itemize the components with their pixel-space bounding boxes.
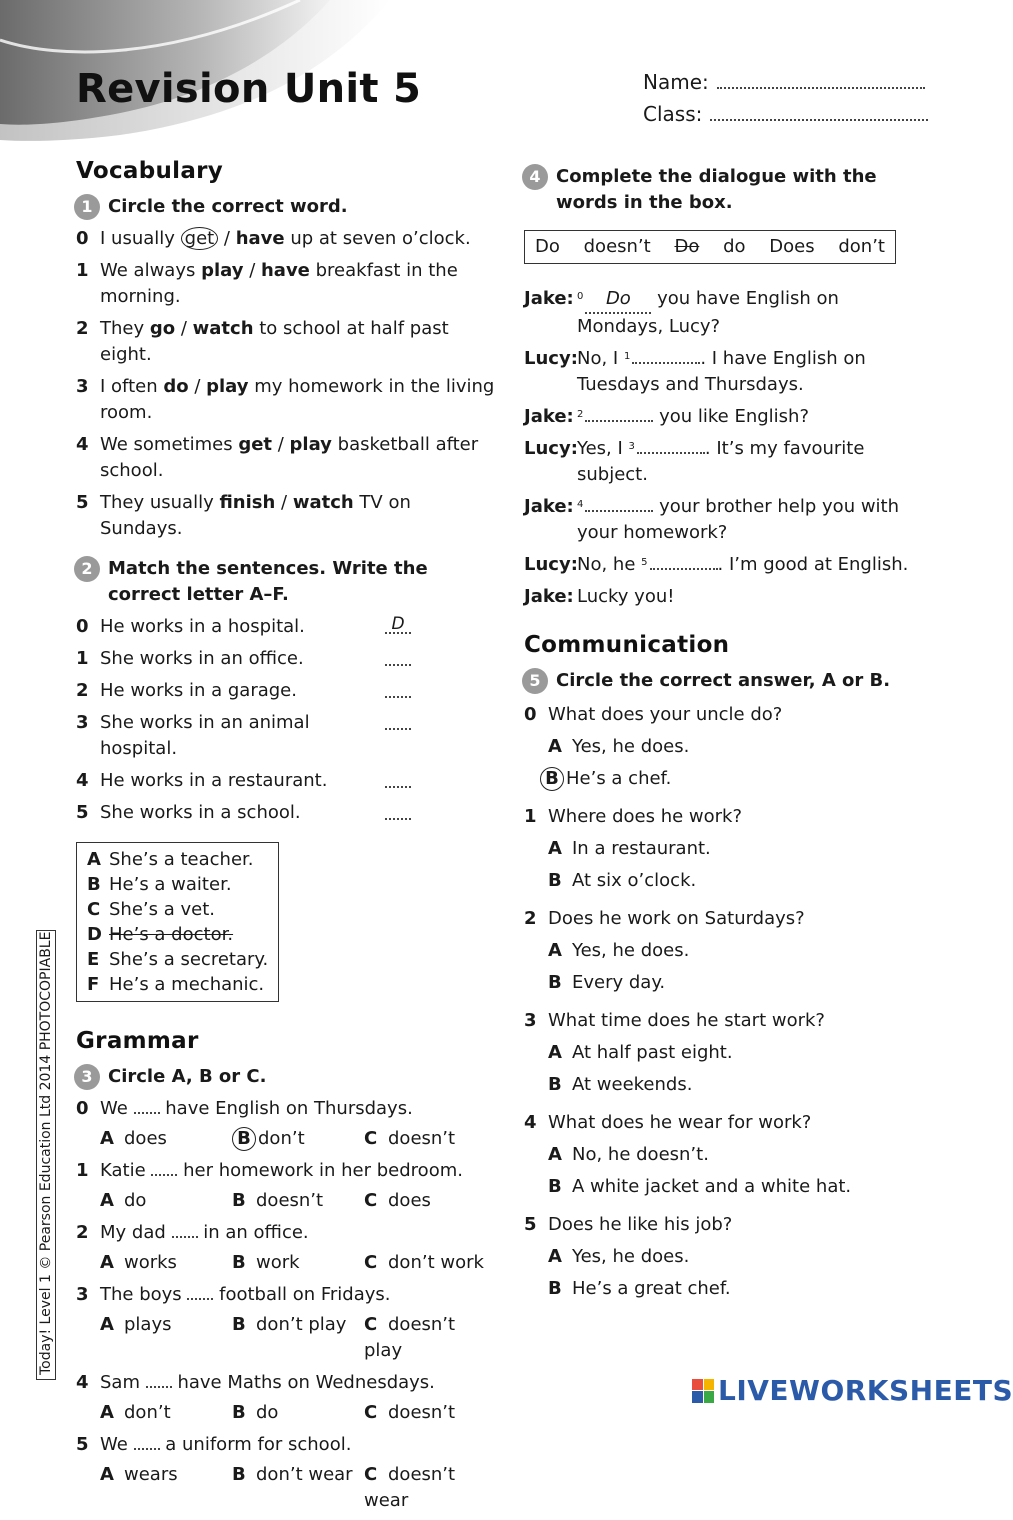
choice-text: wears	[124, 1464, 178, 1485]
answer-text: At weekends.	[572, 1074, 693, 1095]
choice-a[interactable]	[100, 1462, 232, 1514]
vocab-item	[76, 432, 496, 484]
item-number: 4	[76, 434, 89, 455]
box-word: doesn’t	[583, 236, 651, 257]
match-item	[76, 646, 496, 672]
item-number: 1	[76, 1160, 89, 1181]
grammar-item	[76, 1370, 496, 1396]
speaker-name: Jake:	[524, 496, 574, 517]
gap-number: 2	[577, 409, 584, 420]
item-number: 4	[76, 1372, 89, 1393]
speaker-name: Jake:	[524, 586, 574, 607]
answer-a[interactable]	[548, 1244, 924, 1270]
option-letter: D	[87, 924, 102, 945]
item-text: He works in a hospital.	[100, 616, 305, 637]
question	[524, 906, 924, 932]
answer-text: No, he doesn’t.	[572, 1144, 709, 1165]
answer-a[interactable]	[548, 938, 924, 964]
class-label: Class:	[643, 102, 703, 126]
question	[524, 1110, 924, 1136]
item-text: I often do / play my homework in the living room.	[100, 376, 495, 423]
exercise-3-items	[76, 1096, 496, 1514]
match-item	[76, 678, 496, 704]
communication-heading: Communication	[524, 632, 730, 658]
vocabulary-heading: Vocabulary	[76, 158, 224, 184]
choice-letter: B	[232, 1190, 246, 1211]
dialogue-line	[524, 346, 924, 398]
choice-text: do	[124, 1190, 147, 1211]
answer-letter: B	[548, 1278, 562, 1299]
choice-c[interactable]	[364, 1400, 496, 1426]
option-text: She’s a teacher.	[109, 849, 254, 870]
item-number: 3	[76, 712, 89, 733]
answer-blank[interactable]	[385, 710, 411, 730]
speaker-name: Lucy:	[524, 348, 578, 369]
copyright-side-text: Today! Level 1 © Pearson Education Ltd 2014 PHOTOCOPIABLE	[36, 930, 56, 1380]
exercise-3-title: 3 Circle A, B or C.	[76, 1064, 496, 1090]
choice-letter: A	[100, 1128, 114, 1149]
match-item	[76, 800, 496, 826]
gap-blank[interactable]	[650, 554, 718, 570]
answer-letter: A	[548, 1042, 562, 1063]
option-text: He’s a mechanic.	[109, 974, 265, 995]
class-field[interactable]	[710, 107, 928, 121]
item-text: They usually finish / watch TV on Sundays.	[100, 492, 411, 539]
exercise-5-items	[524, 702, 924, 1302]
vocab-item	[76, 258, 496, 310]
item-number: 0	[76, 1098, 89, 1119]
item-number: 2	[76, 1222, 89, 1243]
grammar-heading: Grammar	[76, 1028, 199, 1054]
option-text: She’s a secretary.	[109, 949, 269, 970]
grammar-item	[76, 1282, 496, 1308]
vocab-item	[76, 226, 496, 252]
choice-text: doesn’t	[256, 1190, 324, 1211]
answer-text: Yes, he does.	[572, 736, 690, 757]
choice-text: work	[256, 1252, 300, 1273]
question-text: What time does he start work?	[548, 1010, 825, 1031]
item-number: 5	[76, 802, 89, 823]
option-letter: E	[87, 949, 100, 970]
item-number: 1	[524, 806, 537, 827]
gap-blank	[187, 1284, 213, 1300]
choice-letter: A	[100, 1402, 114, 1423]
answer-b[interactable]	[548, 868, 924, 894]
dialogue-line	[524, 436, 924, 488]
item-number: 1	[76, 648, 89, 669]
choice-row	[100, 1400, 496, 1426]
item-text: Katie her homework in her bedroom.	[100, 1160, 463, 1181]
dialogue-lines	[524, 286, 924, 610]
choice-letter: C	[364, 1190, 378, 1211]
answer-letter: A	[548, 838, 562, 859]
question-text: Does he work on Saturdays?	[548, 908, 805, 929]
dialogue-line	[524, 404, 924, 430]
choice-text: does	[388, 1190, 431, 1211]
answer-letter: A	[548, 940, 562, 961]
item-text: We sometimes get / play basketball after school.	[100, 434, 479, 481]
question-text: Does he like his job?	[548, 1214, 733, 1235]
gap-answer[interactable]: Do	[585, 286, 651, 314]
answer-b[interactable]	[548, 970, 924, 996]
speaker-name: Jake:	[524, 406, 574, 427]
exercise-number-badge: 3	[74, 1064, 100, 1090]
circled-letter: B	[540, 767, 564, 791]
question	[524, 702, 924, 728]
word-option-a[interactable]: finish	[219, 492, 276, 513]
answer-letter: A	[548, 736, 562, 757]
answer-text: Every day.	[572, 972, 666, 993]
answer-text: Yes, he does.	[572, 940, 690, 961]
gap-blank	[172, 1222, 198, 1238]
gap-blank[interactable]	[585, 496, 653, 512]
answer-letter: B	[548, 1074, 562, 1095]
word-option-a[interactable]: go	[149, 318, 176, 339]
choice-c[interactable]	[364, 1462, 496, 1514]
word-option-a[interactable]: get	[181, 227, 219, 250]
line-text: No, I $^1$ . I have English on Tuesdays and Thursdays.	[577, 348, 866, 395]
job-option	[87, 897, 268, 922]
answer-text: He’s a great chef.	[572, 1278, 731, 1299]
speaker-name: Lucy:	[524, 438, 578, 459]
item-number: 3	[524, 1010, 537, 1031]
gap-blank	[151, 1160, 177, 1176]
choice-text: plays	[124, 1314, 172, 1335]
question	[524, 1008, 924, 1034]
vocab-item	[76, 316, 496, 368]
question	[524, 1212, 924, 1238]
choice-a[interactable]	[100, 1188, 232, 1214]
choice-letter: A	[100, 1190, 114, 1211]
answer-letter: A	[548, 1144, 562, 1165]
line-text: Lucky you!	[577, 586, 675, 607]
page-title: Revision Unit 5	[76, 66, 422, 112]
item-text: She works in an office.	[100, 648, 304, 669]
choice-letter: B	[232, 1464, 246, 1485]
item-text: We always play / have breakfast in the morning.	[100, 260, 458, 307]
item-number: 0	[524, 704, 537, 725]
word-option-b[interactable]: play	[206, 376, 249, 397]
item-text: He works in a restaurant.	[100, 770, 328, 791]
job-option	[87, 922, 268, 947]
right-column	[524, 164, 924, 1314]
word-option-b[interactable]: watch	[292, 492, 354, 513]
vocab-item	[76, 490, 496, 542]
item-number: 5	[76, 492, 89, 513]
dialogue-line	[524, 286, 924, 340]
gap-blank	[134, 1098, 160, 1114]
choice-row	[100, 1462, 496, 1514]
item-number: 0	[76, 228, 89, 249]
gap-number: 4	[577, 499, 584, 510]
exercise-5-title: 5 Circle the correct answer, A or B.	[524, 668, 924, 694]
grammar-item	[76, 1096, 496, 1122]
circled-letter: B	[232, 1127, 256, 1151]
vocab-item	[76, 374, 496, 426]
choice-letter: B	[232, 1314, 246, 1335]
choice-b[interactable]	[232, 1312, 364, 1364]
gap-blank[interactable]	[637, 438, 705, 454]
box-word: Does	[769, 236, 815, 257]
word-option-b[interactable]: have	[235, 228, 285, 249]
answer-a[interactable]	[548, 734, 924, 760]
choice-a[interactable]	[100, 1400, 232, 1426]
item-number: 0	[76, 616, 89, 637]
line-text: Yes, I $^3$ . It’s my favourite subject.	[577, 438, 865, 485]
answer-blank[interactable]	[385, 678, 411, 698]
item-number: 1	[76, 260, 89, 281]
answer-blank[interactable]	[385, 768, 411, 788]
exercise-2-title: 2 Match the sentences. Write the correct letter A–F.	[76, 556, 496, 608]
choice-letter: C	[364, 1464, 378, 1485]
choice-text: does	[124, 1128, 167, 1149]
line-text: $^0$ Do you have English on Mondays, Lucy?	[577, 288, 839, 337]
box-word: don’t	[838, 236, 885, 257]
job-option	[87, 972, 268, 997]
question-text: Where does he work?	[548, 806, 743, 827]
item-text: She works in an animal hospital.	[100, 712, 310, 759]
gap-blank	[146, 1372, 172, 1388]
answer-blank[interactable]	[385, 646, 411, 666]
line-text: $^2$ you like English?	[577, 406, 810, 427]
item-number: 4	[76, 770, 89, 791]
answer-text: At six o’clock.	[572, 870, 697, 891]
grammar-item	[76, 1432, 496, 1458]
exercise-2-items	[76, 614, 496, 826]
line-text: No, he $^5$ . I’m good at English.	[577, 554, 909, 575]
dialogue-line	[524, 494, 924, 546]
answer-letter: B	[548, 870, 562, 891]
choice-letter: C	[364, 1252, 378, 1273]
exercise-1-title: 1 Circle the correct word.	[76, 194, 496, 220]
answer-blank[interactable]: D	[385, 614, 411, 634]
question-text: What does your uncle do?	[548, 704, 783, 725]
answer-b[interactable]	[540, 766, 924, 792]
choice-letter: A	[100, 1252, 114, 1273]
answer-letter: A	[548, 1246, 562, 1267]
word-option-a[interactable]: get	[238, 434, 273, 455]
choice-text: doesn’t wear	[364, 1464, 456, 1511]
answer-letter: B	[548, 972, 562, 993]
choice-b[interactable]	[232, 1188, 364, 1214]
answer-text: He’s a chef.	[566, 768, 672, 789]
box-word: Do	[674, 236, 700, 257]
name-field[interactable]	[717, 75, 925, 89]
box-word: Do	[535, 236, 560, 257]
choice-letter: A	[100, 1314, 114, 1335]
option-text: She’s a vet.	[109, 899, 215, 920]
choice-text: don’t	[124, 1402, 171, 1423]
gap-number: 1	[623, 351, 631, 362]
choice-c[interactable]	[364, 1312, 496, 1364]
answer-text: Yes, he does.	[572, 1246, 690, 1267]
logo-icon	[692, 1379, 714, 1403]
name-class-fields	[643, 66, 928, 130]
answer-a[interactable]	[548, 1142, 924, 1168]
item-number: 2	[524, 908, 537, 929]
choice-text: don’t wear	[256, 1464, 353, 1485]
choice-text: doesn’t play	[364, 1314, 456, 1361]
name-label: Name:	[643, 70, 709, 94]
item-number: 2	[76, 318, 89, 339]
choice-letter: C	[364, 1402, 378, 1423]
item-number: 5	[524, 1214, 537, 1235]
word-option-b[interactable]: play	[289, 434, 332, 455]
gap-number: 5	[641, 557, 648, 568]
word-option-b[interactable]: watch	[192, 318, 254, 339]
answer-b[interactable]	[548, 1174, 924, 1200]
exercise-number-badge: 5	[522, 668, 548, 694]
speaker-name: Jake:	[524, 288, 574, 309]
answer-text: At half past eight.	[572, 1042, 733, 1063]
choice-c[interactable]	[364, 1188, 496, 1214]
choice-row	[100, 1250, 496, 1276]
item-text: They go / watch to school at half past eight.	[100, 318, 449, 365]
option-letter: C	[87, 899, 101, 920]
choice-text: don’t	[258, 1128, 305, 1149]
choice-letter: B	[232, 1252, 246, 1273]
option-letter: F	[87, 974, 100, 995]
match-item	[76, 614, 496, 640]
item-text: She works in a school.	[100, 802, 301, 823]
choice-row	[100, 1312, 496, 1364]
liveworksheets-logo: LIVEWORKSHEETS	[692, 1374, 1013, 1407]
question-text: What does he wear for work?	[548, 1112, 812, 1133]
choice-text: works	[124, 1252, 177, 1273]
gap-blank[interactable]	[585, 406, 653, 422]
choice-b[interactable]	[232, 1126, 364, 1152]
gap-blank	[134, 1434, 160, 1450]
word-option-b[interactable]: have	[260, 260, 310, 281]
gap-number: 0	[577, 291, 584, 302]
option-text: He’s a doctor.	[109, 924, 234, 945]
gap-number: 3	[628, 441, 635, 452]
choice-b[interactable]	[232, 1250, 364, 1276]
choice-letter: C	[364, 1128, 378, 1149]
choice-a[interactable]	[100, 1250, 232, 1276]
choice-letter: C	[364, 1314, 378, 1335]
option-letter: A	[87, 849, 101, 870]
choice-text: don’t play	[256, 1314, 347, 1335]
item-number: 4	[524, 1112, 537, 1133]
answer-b[interactable]	[548, 1072, 924, 1098]
box-word: do	[723, 236, 746, 257]
exercise-4-title: 4 Complete the dialogue with the words in the box.	[524, 164, 924, 216]
choice-text: doesn’t	[388, 1128, 456, 1149]
dialogue-line	[524, 552, 924, 578]
choice-row	[100, 1188, 496, 1214]
option-text: He’s a waiter.	[109, 874, 232, 895]
answer-blank[interactable]	[385, 800, 411, 820]
choice-a[interactable]	[100, 1126, 232, 1152]
choice-text: do	[256, 1402, 279, 1423]
dialogue-line	[524, 584, 924, 610]
gap-blank[interactable]	[632, 348, 700, 364]
option-letter: B	[87, 874, 101, 895]
match-item	[76, 710, 496, 762]
choice-text: doesn’t	[388, 1402, 456, 1423]
choice-letter: A	[100, 1464, 114, 1485]
word-option-a[interactable]: do	[163, 376, 189, 397]
exercise-1-items	[76, 226, 496, 542]
match-item	[76, 768, 496, 794]
speaker-name: Lucy:	[524, 554, 578, 575]
answer-a[interactable]	[548, 836, 924, 862]
left-column	[76, 158, 496, 1520]
choice-c[interactable]	[364, 1126, 496, 1152]
exercise-number-badge: 4	[522, 164, 548, 190]
choice-letter: B	[232, 1402, 246, 1423]
item-text: We a uniform for school.	[100, 1434, 352, 1455]
grammar-item	[76, 1220, 496, 1246]
answer-text: In a restaurant.	[572, 838, 711, 859]
word-box	[524, 230, 896, 264]
answer-a[interactable]	[548, 1040, 924, 1066]
choice-a[interactable]	[100, 1312, 232, 1364]
item-text: The boys football on Fridays.	[100, 1284, 391, 1305]
exercise-number-badge: 2	[74, 556, 100, 582]
item-text: He works in a garage.	[100, 680, 297, 701]
exercise-number-badge: 1	[74, 194, 100, 220]
choice-row	[100, 1126, 496, 1152]
job-option	[87, 947, 268, 972]
job-option	[87, 847, 268, 872]
job-option	[87, 872, 268, 897]
item-number: 5	[76, 1434, 89, 1455]
choice-b[interactable]	[232, 1462, 364, 1514]
item-text: We have English on Thursdays.	[100, 1098, 413, 1119]
answer-b[interactable]	[548, 1276, 924, 1302]
answer-letter: B	[548, 1176, 562, 1197]
item-number: 2	[76, 680, 89, 701]
item-number: 3	[76, 376, 89, 397]
choice-c[interactable]	[364, 1250, 496, 1276]
answer-text: A white jacket and a white hat.	[572, 1176, 852, 1197]
item-text: My dad in an office.	[100, 1222, 309, 1243]
question	[524, 804, 924, 830]
choice-text: don’t work	[388, 1252, 484, 1273]
item-text: I usually get / have up at seven o’clock.	[100, 228, 471, 249]
line-text: $^4$ your brother help you with your homework?	[577, 496, 900, 543]
word-option-a[interactable]: play	[201, 260, 244, 281]
item-number: 3	[76, 1284, 89, 1305]
grammar-item	[76, 1158, 496, 1184]
choice-b[interactable]	[232, 1400, 364, 1426]
item-text: Sam have Maths on Wednesdays.	[100, 1372, 435, 1393]
job-options-box	[76, 842, 279, 1002]
